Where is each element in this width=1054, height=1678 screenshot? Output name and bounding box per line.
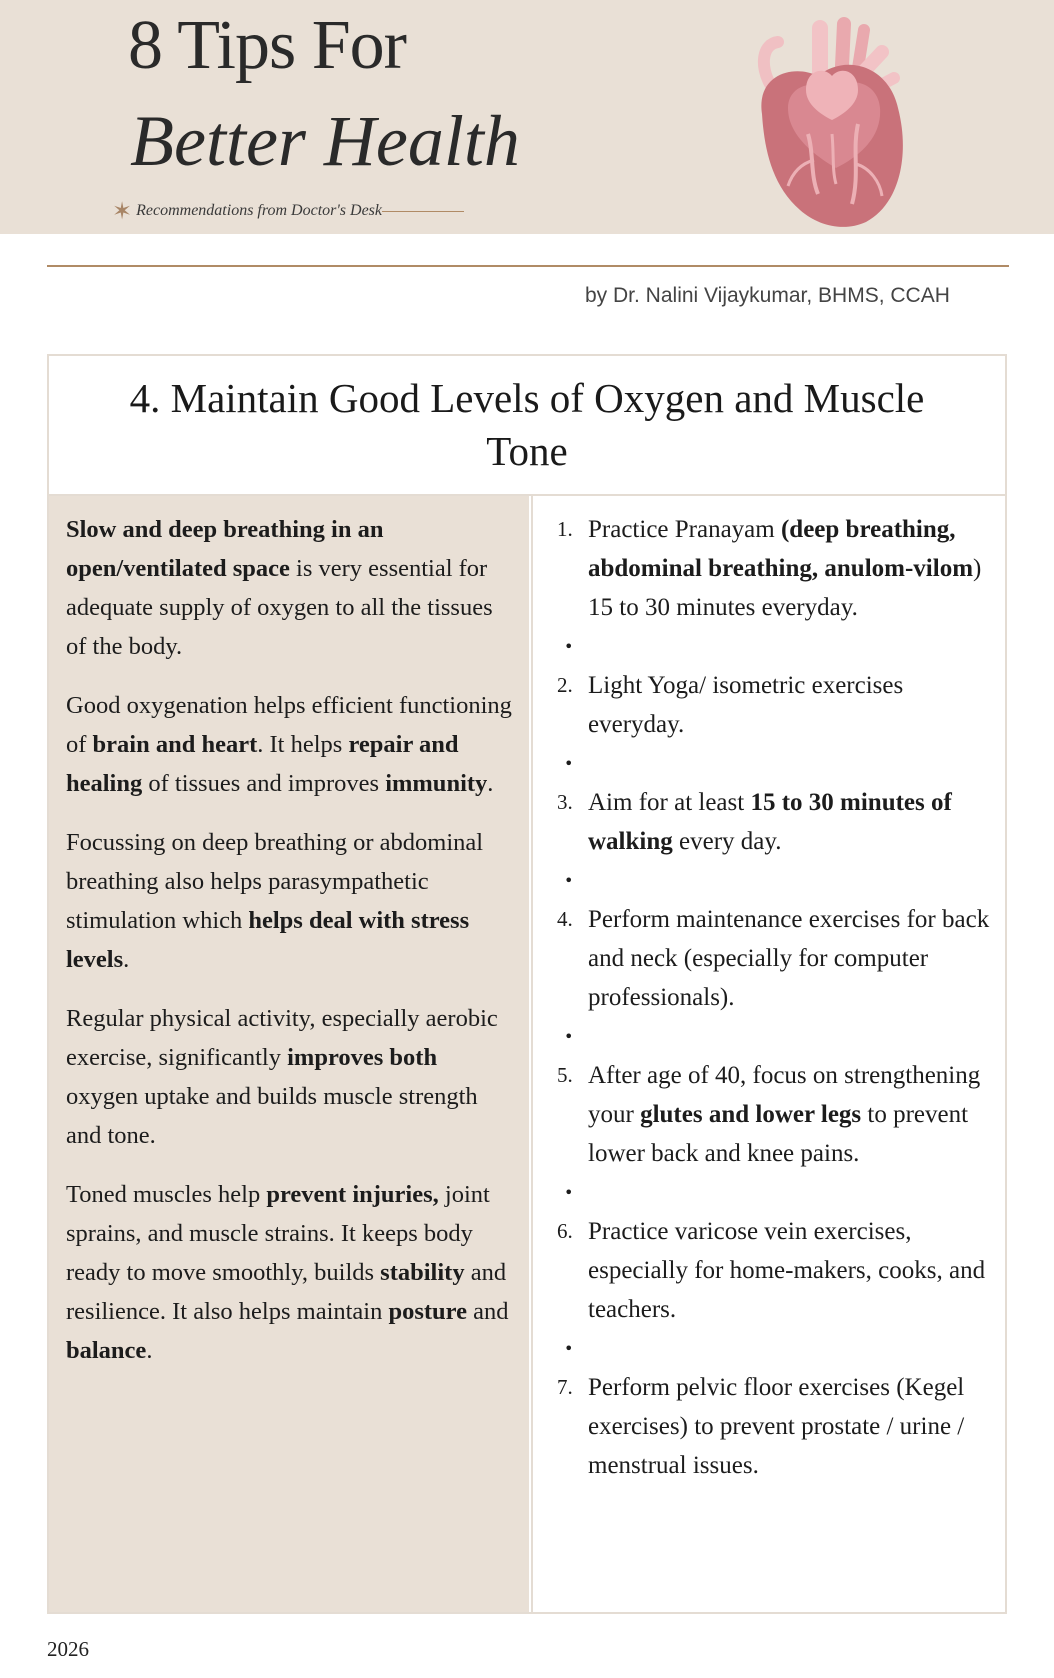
text-run: Perform pelvic floor exercises (Kegel exercises) to prevent prostate / urine / menstrual issues. [588, 1374, 965, 1479]
list-number: 5. [557, 1063, 573, 1087]
bold-text: (deep breathing, abdominal breathing, anulom-vilom [588, 516, 974, 582]
section-title: 4. Maintain Good Levels of Oxygen and Muscle Tone [49, 356, 1005, 496]
list-number: 6. [557, 1219, 573, 1243]
paragraph [66, 686, 513, 803]
footer-year: 2026 [47, 1637, 89, 1661]
bold-text: 15 to 30 minutes of walking [588, 789, 952, 855]
text-run: Practice varicose vein exercises, especially for home-makers, cooks, and teachers. [588, 1218, 986, 1323]
text-run: Good oxygenation helps efficient functioning of [66, 692, 512, 758]
text-run: and [467, 1298, 509, 1325]
list-item [557, 1056, 995, 1173]
sparkle-icon: ✶ [112, 197, 133, 225]
title-line-1: 8 Tips For [128, 7, 406, 84]
list-item-text [588, 1212, 995, 1329]
header-banner [0, 0, 1054, 234]
text-run: ) 15 to 30 minutes everyday. [588, 555, 982, 621]
bold-text: repair and healing [66, 731, 459, 797]
list-item [557, 783, 995, 861]
author-byline: by Dr. Nalini Vijaykumar, BHMS, CCAH [585, 284, 950, 307]
list-item [557, 1368, 995, 1485]
text-run: of tissues and improves [142, 770, 386, 797]
explanation-column [49, 496, 529, 1612]
text-run: Perform maintenance exercises for back and neck (especially for computer professionals). [588, 906, 990, 1011]
text-run: Regular physical activity, especially aerobic exercise, significantly [66, 1005, 498, 1071]
list-item-text [588, 1368, 995, 1485]
bold-text: helps deal with stress levels [66, 907, 470, 973]
text-run: Aim for at least [588, 789, 751, 816]
list-item-text [588, 900, 995, 1017]
list-bullet: • [564, 754, 574, 773]
paragraph [66, 510, 513, 666]
list-item-text [588, 666, 995, 744]
list-bullet: • [564, 871, 574, 890]
header-rule [47, 265, 1009, 267]
text-run: is very essential for adequate supply of oxygen to all the tissues of the body. [66, 555, 493, 660]
text-run: Light Yoga/ isometric exercises everyday. [588, 672, 904, 738]
list-bullet: • [564, 1027, 574, 1046]
subtitle-divider [382, 211, 464, 212]
subtitle-row [112, 198, 464, 224]
list-item [557, 900, 995, 1017]
bold-text: posture [388, 1298, 467, 1325]
paragraph [66, 823, 513, 979]
list-item [557, 510, 995, 627]
paragraph [66, 999, 513, 1155]
list-number: 7. [557, 1375, 573, 1399]
text-run: . [123, 946, 130, 973]
title-line-2: Better Health [130, 101, 520, 181]
bold-text: prevent injuries, [266, 1181, 439, 1208]
text-run: Focussing on deep breathing or abdominal breathing also helps parasympathetic stimulation which [66, 829, 484, 934]
text-run: . It helps [257, 731, 349, 758]
list-item-text [588, 1056, 995, 1173]
text-run: every day. [672, 828, 782, 855]
list-number: 1. [557, 517, 573, 541]
text-run: . [146, 1337, 153, 1364]
bold-text: immunity [385, 770, 488, 797]
bold-text: stability [380, 1259, 465, 1286]
list-bullet: • [564, 1339, 574, 1358]
list-number: 4. [557, 907, 573, 931]
text-run: to prevent lower back and knee pains. [588, 1101, 969, 1167]
bold-text: glutes and lower legs [640, 1101, 862, 1128]
text-run: oxygen uptake and builds muscle strength and tone. [66, 1083, 478, 1149]
bold-text: Slow and deep breathing in an open/ventilated space [66, 516, 384, 582]
recommendation-list [531, 496, 1005, 1612]
text-run: joint sprains, and muscle strains. It keeps body ready to move smoothly, builds [66, 1181, 490, 1286]
heart-illustration [748, 4, 924, 228]
list-bullet: • [564, 1183, 574, 1202]
tip-card [47, 354, 1007, 1614]
list-item [557, 666, 995, 744]
list-number: 2. [557, 673, 573, 697]
subtitle: Recommendations from Doctor's Desk [136, 202, 383, 219]
text-run: Toned muscles help [66, 1181, 267, 1208]
paragraph [66, 1175, 513, 1370]
list-number: 3. [557, 790, 573, 814]
text-run: . [487, 770, 494, 797]
text-run: After age of 40, focus on strengthening your [588, 1062, 981, 1128]
list-item [557, 1212, 995, 1329]
text-run: and resilience. It also helps maintain [66, 1259, 507, 1325]
list-item-text [588, 783, 995, 861]
list-item-text [588, 510, 995, 627]
list-bullet: • [564, 637, 574, 656]
bold-text: improves both [287, 1044, 438, 1071]
bold-text: brain and heart [92, 731, 258, 758]
text-run: Practice Pranayam [588, 516, 781, 543]
bold-text: balance [66, 1337, 147, 1364]
